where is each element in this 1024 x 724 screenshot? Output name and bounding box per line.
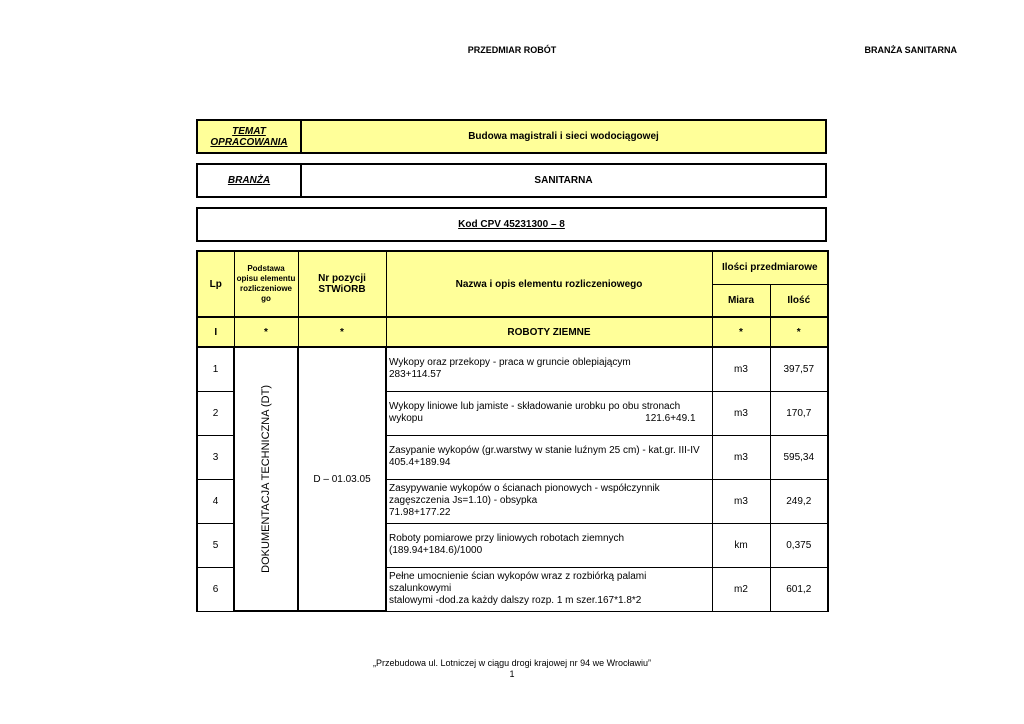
row-miara: m3 (712, 479, 770, 523)
row-lp: 1 (197, 347, 234, 391)
col-header-lp: Lp (197, 251, 234, 317)
row-name-line1: Pełne umocnienie ścian wykopów wraz z rozbiórką palami szalunkowymi (389, 571, 647, 594)
row-name (386, 391, 712, 435)
branch-label: BRANŻA (198, 165, 302, 196)
row-ilosc: 601,2 (770, 567, 828, 611)
section-nr: * (298, 317, 386, 347)
col-header-ilosc: Ilość (770, 284, 828, 317)
basis-cell (234, 347, 298, 611)
section-lp: I (197, 317, 234, 347)
position-number: D – 01.03.05 (313, 473, 371, 485)
cpv-box (196, 207, 827, 242)
row-name-line2: stalowymi -dod.za każdy dalszy rozp. 1 m szer.167*1.8*2 (389, 595, 642, 606)
section-name: ROBOTY ZIEMNE (386, 317, 712, 347)
row-name-line1: Zasypanie wykopów (gr.warstwy w stanie luźnym 25 cm) - kat.gr. III-IV (389, 445, 700, 456)
section-miara: * (712, 317, 770, 347)
row-name-line1: Roboty pomiarowe przy liniowych robotach ziemnych (389, 533, 625, 544)
col-header-ilosci: Ilości przedmiarowe (712, 251, 828, 284)
basis-vertical-text: DOKUMENTACJA TECHNICZNA (DT) (260, 385, 272, 573)
row-name-line2: zagęszczenia Js=1.10) - obsypka (389, 495, 538, 506)
topic-box (196, 119, 827, 154)
col-header-miara: Miara (712, 284, 770, 317)
row-ilosc: 397,57 (770, 347, 828, 391)
position-cell (298, 347, 386, 611)
table-row (197, 347, 828, 391)
row-name (386, 479, 712, 523)
col-header-name: Nazwa i opis elementu rozliczeniowego (386, 251, 712, 317)
row-name-line1: Wykopy liniowe lub jamiste - składowanie urobku po obu stronach (389, 401, 681, 412)
col-header-nr: Nr pozycji STWiORB (298, 251, 386, 317)
table-header-row-1 (197, 251, 828, 284)
row-ilosc: 0,375 (770, 523, 828, 567)
row-ilosc: 249,2 (770, 479, 828, 523)
page-number: 1 (509, 669, 515, 679)
row-miara: m2 (712, 567, 770, 611)
row-name-line3: 71.98+177.22 (389, 507, 451, 518)
row-miara: m3 (712, 347, 770, 391)
row-lp: 4 (197, 479, 234, 523)
row-name-line2: 405.4+189.94 (389, 457, 451, 468)
row-name-line2-left: wykopu (389, 413, 423, 424)
row-name-line2: 283+114.57 (389, 369, 442, 381)
row-name-line1: Wykopy oraz przekopy - praca w gruncie oblepiającym (389, 357, 631, 369)
col-header-podstawa: Podstawa opisu elementu rozliczeniowe go (234, 251, 298, 317)
row-miara: m3 (712, 435, 770, 479)
section-podstawa: * (234, 317, 298, 347)
row-lp: 6 (197, 567, 234, 611)
row-ilosc: 170,7 (770, 391, 828, 435)
branch-box (196, 163, 827, 198)
row-miara: m3 (712, 391, 770, 435)
branch-value: SANITARNA (302, 165, 825, 196)
bill-of-quantities-table (196, 250, 829, 612)
row-name (386, 347, 712, 391)
header-title: PRZEDMIAR ROBÓT (467, 45, 557, 55)
row-name (386, 567, 712, 611)
row-miara: km (712, 523, 770, 567)
row-name-line2-right: 121.6+49.1 (645, 413, 696, 424)
row-name (386, 523, 712, 567)
section-ilosc: * (770, 317, 828, 347)
topic-value: Budowa magistrali i sieci wodociągowej (302, 121, 825, 152)
row-name-line1: Zasypywanie wykopów o ścianach pionowych - współczynnik (389, 483, 660, 494)
row-ilosc: 595,34 (770, 435, 828, 479)
footer-project-title: „Przebudowa ul. Lotniczej w ciągu drogi krajowej nr 94 we Wrocławiu” (373, 658, 651, 668)
row-lp: 2 (197, 391, 234, 435)
row-name (386, 435, 712, 479)
section-row (197, 317, 828, 347)
cpv-code: Kod CPV 45231300 – 8 (458, 219, 565, 230)
row-name-line2 (389, 413, 710, 425)
topic-label: TEMAT OPRACOWANIA (198, 121, 302, 152)
row-name-line2: (189.94+184.6)/1000 (389, 545, 483, 556)
row-lp: 5 (197, 523, 234, 567)
header-branch: BRANŻA SANITARNA (864, 45, 957, 55)
row-lp: 3 (197, 435, 234, 479)
